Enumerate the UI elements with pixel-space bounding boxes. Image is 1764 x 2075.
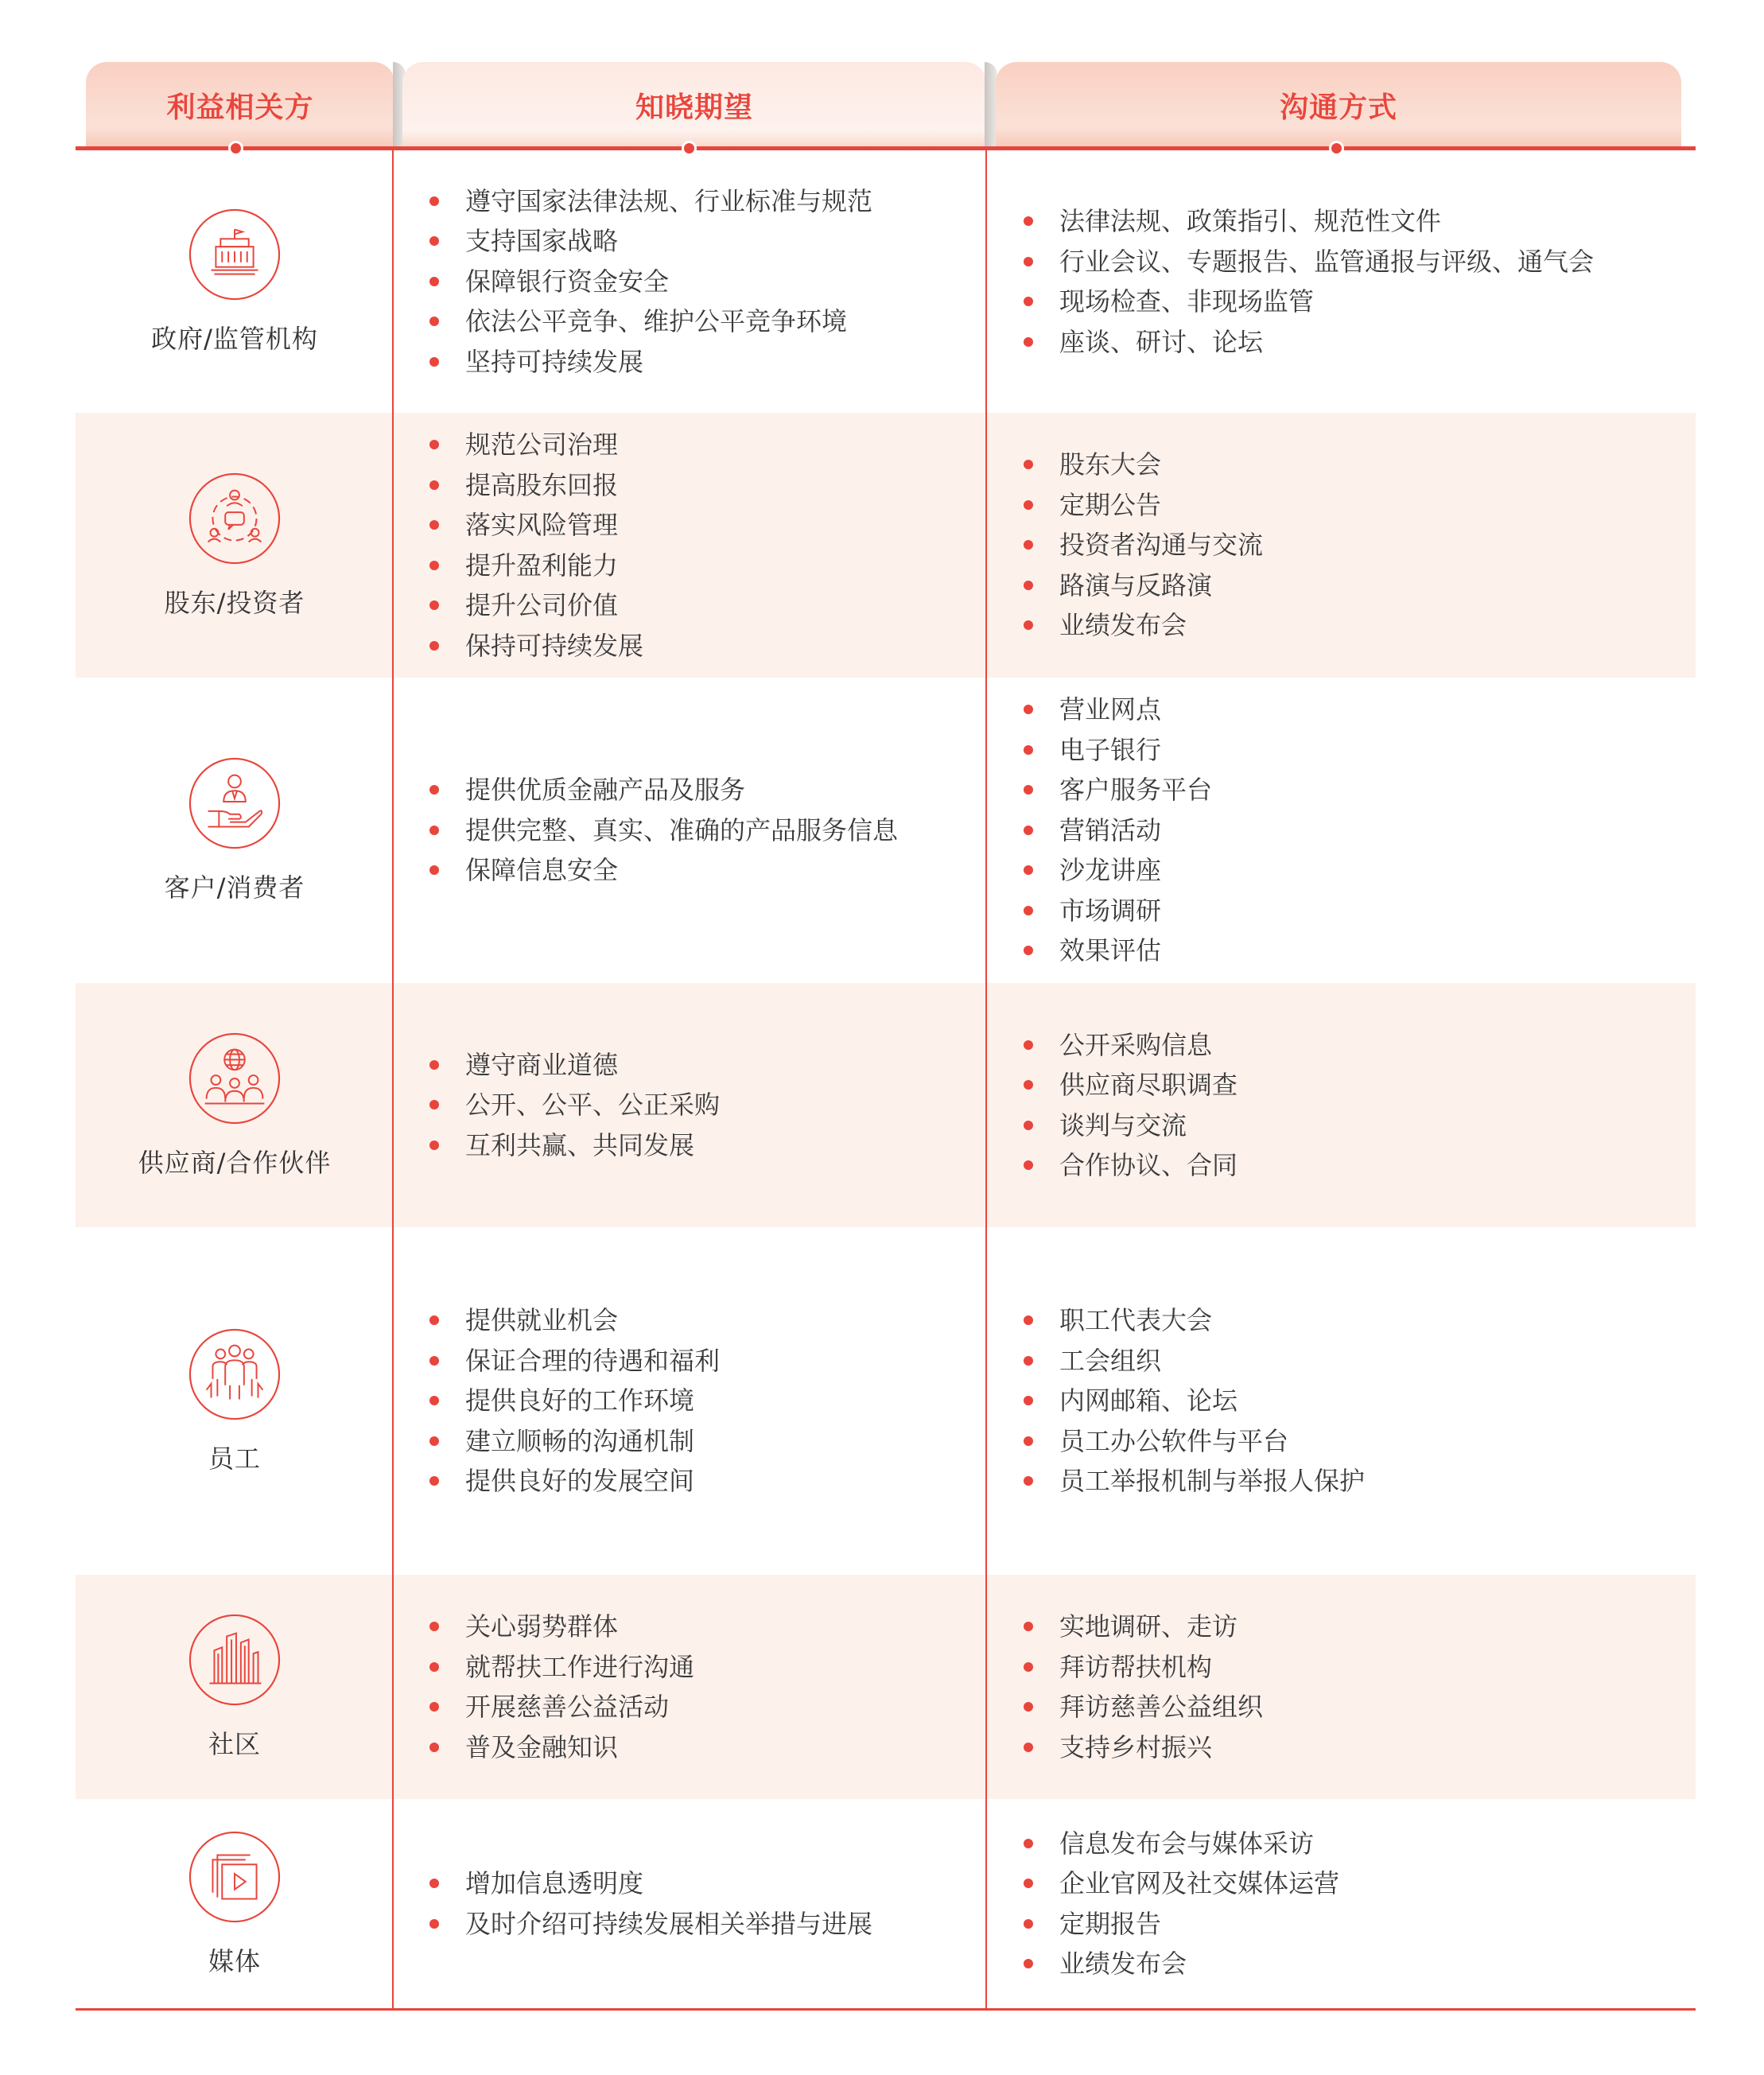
communication-list xyxy=(1024,201,1763,362)
communication-list xyxy=(1024,690,1763,971)
list-item: 依法公平竞争、维护公平竞争环境 xyxy=(429,301,1018,342)
list-item: 员工举报机制与举报人保护 xyxy=(1024,1461,1763,1502)
expectations-list xyxy=(429,1300,1018,1502)
list-item: 法律法规、政策指引、规范性文件 xyxy=(1024,201,1763,242)
header-expectations-label: 知晓期望 xyxy=(635,91,753,124)
stakeholder-cell xyxy=(76,1575,394,1799)
list-item: 座谈、研讨、论坛 xyxy=(1024,322,1763,363)
stakeholder-name: 股东/投资者 xyxy=(164,587,305,618)
list-item: 提供良好的工作环境 xyxy=(429,1381,1018,1421)
list-item: 营销活动 xyxy=(1024,810,1763,851)
list-item: 保障信息安全 xyxy=(429,850,1018,891)
stakeholder-name: 员工 xyxy=(208,1443,261,1474)
table-row xyxy=(76,1227,1696,1575)
list-item: 业绩发布会 xyxy=(1024,1944,1763,1984)
table-row xyxy=(76,1575,1696,1799)
expectations-list xyxy=(429,1045,1018,1166)
list-item: 员工办公软件与平台 xyxy=(1024,1421,1763,1462)
expectations-list xyxy=(429,770,1018,891)
expectations-cell xyxy=(429,983,1018,1227)
list-item: 提供完整、真实、准确的产品服务信息 xyxy=(429,810,1018,851)
customer-hand-icon xyxy=(188,756,282,850)
communication-cell xyxy=(1024,1575,1763,1799)
table-row xyxy=(76,983,1696,1227)
list-item: 路演与反路演 xyxy=(1024,565,1763,606)
expectations-cell xyxy=(429,413,1018,678)
expectations-cell xyxy=(429,1575,1018,1799)
communication-list xyxy=(1024,1025,1763,1186)
communication-list xyxy=(1024,1300,1763,1502)
community-buildings-icon xyxy=(188,1613,282,1707)
communication-cell xyxy=(1024,1227,1763,1575)
list-item: 及时介绍可持续发展相关举措与进展 xyxy=(429,1904,1018,1945)
list-item: 保持可持续发展 xyxy=(429,626,1018,666)
stakeholder-cell xyxy=(76,1799,394,2008)
list-item: 投资者沟通与交流 xyxy=(1024,525,1763,565)
employees-group-icon xyxy=(188,1327,282,1421)
communication-list xyxy=(1024,445,1763,646)
list-item: 定期公告 xyxy=(1024,485,1763,526)
communication-list xyxy=(1024,1607,1763,1767)
list-item: 合作协议、合同 xyxy=(1024,1145,1763,1186)
list-item: 拜访慈善公益组织 xyxy=(1024,1687,1763,1727)
table-row xyxy=(76,413,1696,678)
header-stakeholder-label: 利益相关方 xyxy=(166,91,314,124)
expectations-list xyxy=(429,181,1018,383)
list-item: 开展慈善公益活动 xyxy=(429,1687,1018,1727)
list-item: 增加信息透明度 xyxy=(429,1863,1018,1904)
communication-cell xyxy=(1024,1799,1763,2008)
communication-cell xyxy=(1024,413,1763,678)
column-divider xyxy=(985,150,987,2008)
header-stakeholder xyxy=(86,62,394,148)
list-item: 定期报告 xyxy=(1024,1904,1763,1945)
list-item: 信息发布会与媒体采访 xyxy=(1024,1824,1763,1864)
list-item: 支持乡村振兴 xyxy=(1024,1727,1763,1768)
list-item: 提供优质金融产品及服务 xyxy=(429,770,1018,810)
stakeholder-cell xyxy=(76,1227,394,1575)
communication-cell xyxy=(1024,678,1763,983)
list-item: 供应商尽职调查 xyxy=(1024,1065,1763,1106)
list-item: 规范公司治理 xyxy=(429,425,1018,465)
stakeholder-cell xyxy=(76,983,394,1227)
list-item: 遵守国家法律法规、行业标准与规范 xyxy=(429,181,1018,222)
media-play-icon xyxy=(188,1830,282,1924)
communication-cell xyxy=(1024,150,1763,413)
expectations-cell xyxy=(429,150,1018,413)
stakeholder-name: 客户/消费者 xyxy=(164,872,305,903)
government-building-icon xyxy=(188,208,282,301)
list-item: 效果评估 xyxy=(1024,931,1763,971)
table-row xyxy=(76,150,1696,413)
list-item: 拜访帮扶机构 xyxy=(1024,1647,1763,1688)
list-item: 实地调研、走访 xyxy=(1024,1607,1763,1647)
list-item: 沙龙讲座 xyxy=(1024,850,1763,891)
list-item: 坚持可持续发展 xyxy=(429,342,1018,383)
header-communication-label: 沟通方式 xyxy=(1279,91,1397,124)
list-item: 提供就业机会 xyxy=(429,1300,1018,1341)
list-item: 公开、公平、公正采购 xyxy=(429,1085,1018,1125)
expectations-cell xyxy=(429,1799,1018,2008)
table-bottom-rule xyxy=(76,2008,1696,2011)
list-item: 现场检查、非现场监管 xyxy=(1024,282,1763,322)
stakeholder-cell xyxy=(76,413,394,678)
communication-list xyxy=(1024,1824,1763,1984)
list-item: 电子银行 xyxy=(1024,730,1763,771)
expectations-list xyxy=(429,425,1018,666)
stakeholder-name: 媒体 xyxy=(208,1945,261,1976)
list-item: 遵守商业道德 xyxy=(429,1045,1018,1086)
table-row xyxy=(76,678,1696,983)
global-partners-icon xyxy=(188,1032,282,1125)
list-item: 落实风险管理 xyxy=(429,505,1018,546)
expectations-list xyxy=(429,1607,1018,1767)
list-item: 营业网点 xyxy=(1024,690,1763,730)
list-item: 职工代表大会 xyxy=(1024,1300,1763,1341)
investor-network-icon xyxy=(188,472,282,565)
list-item: 谈判与交流 xyxy=(1024,1106,1763,1146)
list-item: 保证合理的待遇和福利 xyxy=(429,1341,1018,1381)
list-item: 市场调研 xyxy=(1024,891,1763,931)
list-item: 提升盈利能力 xyxy=(429,546,1018,586)
list-item: 提供良好的发展空间 xyxy=(429,1461,1018,1502)
list-item: 保障银行资金安全 xyxy=(429,262,1018,302)
list-item: 提高股东回报 xyxy=(429,465,1018,506)
stakeholder-cell xyxy=(76,150,394,413)
stakeholder-name: 社区 xyxy=(208,1729,261,1759)
list-item: 内网邮箱、论坛 xyxy=(1024,1381,1763,1421)
list-item: 公开采购信息 xyxy=(1024,1025,1763,1066)
list-item: 普及金融知识 xyxy=(429,1727,1018,1768)
stakeholder-name: 政府/监管机构 xyxy=(151,324,318,354)
list-item: 互利共赢、共同发展 xyxy=(429,1125,1018,1166)
list-item: 提升公司价值 xyxy=(429,585,1018,626)
header-communication xyxy=(996,62,1681,148)
list-item: 就帮扶工作进行沟通 xyxy=(429,1647,1018,1688)
list-item: 客户服务平台 xyxy=(1024,770,1763,810)
list-item: 企业官网及社交媒体运营 xyxy=(1024,1863,1763,1904)
communication-cell xyxy=(1024,983,1763,1227)
expectations-cell xyxy=(429,678,1018,983)
column-divider xyxy=(392,150,394,2008)
stakeholder-cell xyxy=(76,678,394,983)
expectations-list xyxy=(429,1863,1018,1944)
list-item: 支持国家战略 xyxy=(429,221,1018,262)
table-row xyxy=(76,1799,1696,2008)
list-item: 建立顺畅的沟通机制 xyxy=(429,1421,1018,1462)
list-item: 工会组织 xyxy=(1024,1341,1763,1381)
list-item: 行业会议、专题报告、监管通报与评级、通气会 xyxy=(1024,242,1763,282)
stakeholder-name: 供应商/合作伙伴 xyxy=(138,1147,332,1178)
list-item: 关心弱势群体 xyxy=(429,1607,1018,1647)
list-item: 股东大会 xyxy=(1024,445,1763,485)
expectations-cell xyxy=(429,1227,1018,1575)
header-expectations xyxy=(402,62,986,148)
list-item: 业绩发布会 xyxy=(1024,605,1763,646)
